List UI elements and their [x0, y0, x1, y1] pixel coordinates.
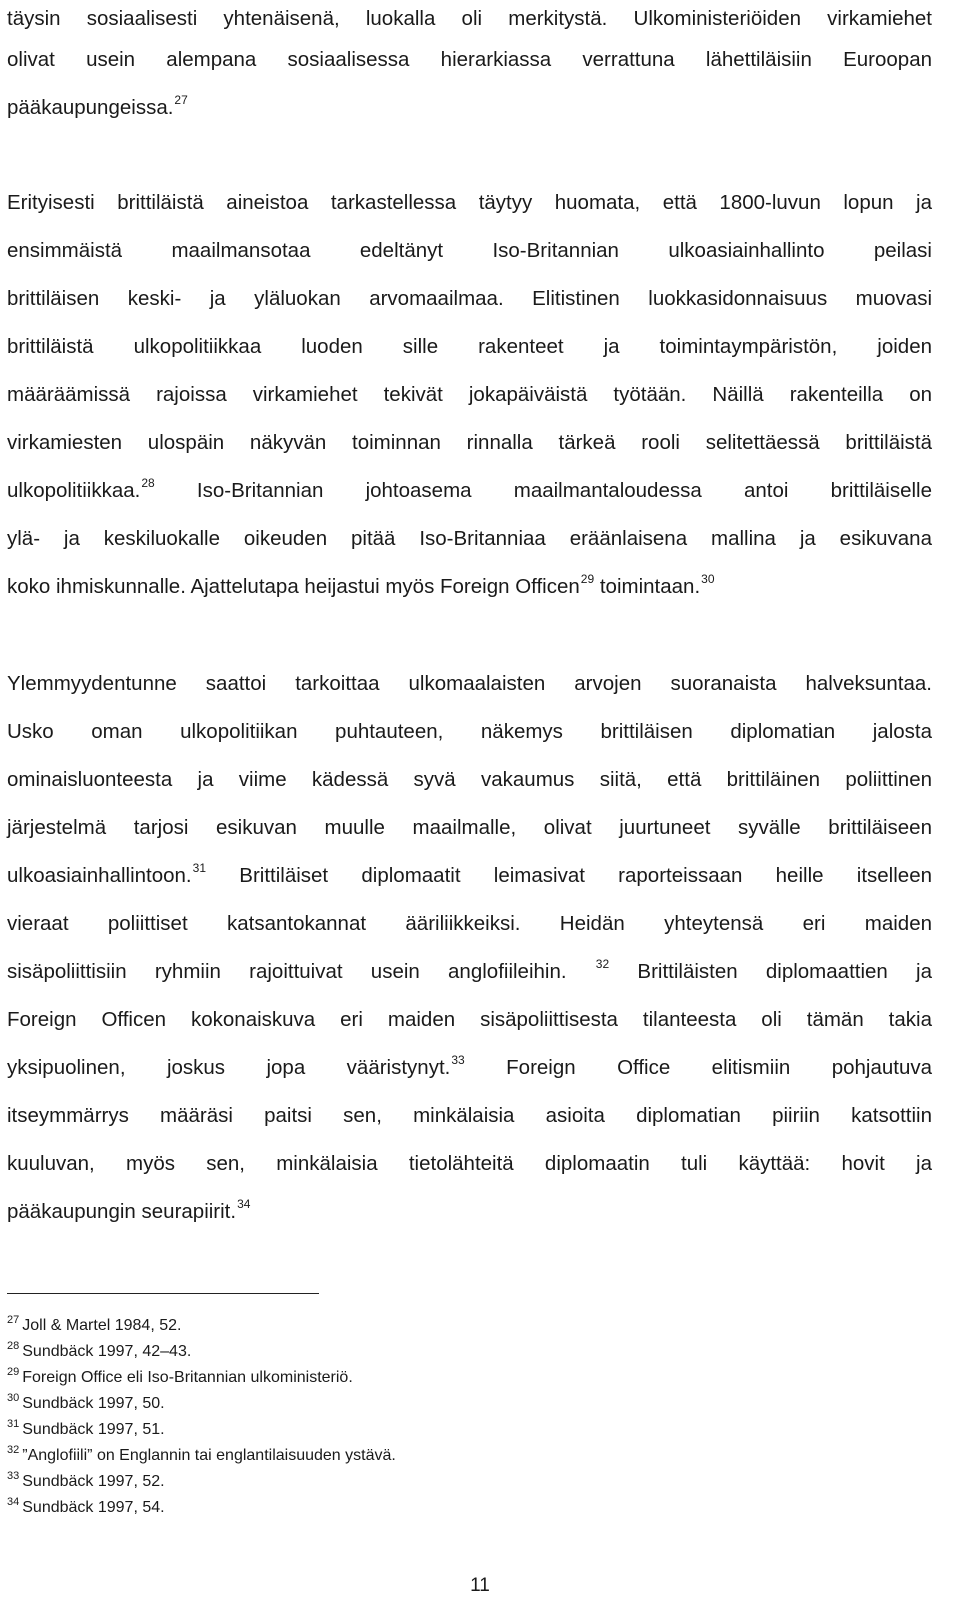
footnote-separator — [7, 1293, 319, 1294]
body-text-line: täysin sosiaalisesti yhtenäisenä, luokalla oli merkitystä. Ulkoministeriöiden virkamiehet — [7, 7, 932, 30]
body-text-line: järjestelmä tarjosi esikuvan muulle maailmalle, olivat juurtuneet syvälle brittiläiseen — [7, 816, 932, 839]
footnote-ref: 29 — [580, 572, 595, 586]
body-text-line: Usko oman ulkopolitiikan puhtauteen, näkemys brittiläisen diplomatian jalosta — [7, 720, 932, 743]
body-text-line: pääkaupungin seurapiirit.$^{34}$ — [7, 1197, 251, 1223]
body-text-line: vieraat poliittiset katsantokannat ääriliikkeiksi. Heidän yhteytensä eri maiden — [7, 912, 932, 935]
footnote-ref: 31 — [192, 861, 206, 875]
footnote: $^{31}$ Sundbäck 1997, 51. — [7, 1418, 165, 1438]
body-text-line: ulkoasiainhallintoon.$^{31}$ Brittiläiset diplomaatit leimasivat raporteissaan heille itselleen — [7, 861, 932, 887]
body-text-line: ominaisluonteesta ja viime kädessä syvä vakaumus siitä, että brittiläinen poliittinen — [7, 768, 932, 791]
body-text-line: Erityisesti brittiläistä aineistoa tarkastellessa täytyy huomata, että 1800-luvun lopun ja — [7, 191, 932, 214]
footnote: $^{33}$ Sundbäck 1997, 52. — [7, 1470, 165, 1490]
body-text-line: itseymmärrys määräsi paitsi sen, minkälaisia asioita diplomatian piiriin katsottiin — [7, 1104, 932, 1127]
body-text-line: ylä- ja keskiluokalle oikeuden pitää Iso-Britanniaa eräänlaisena mallina ja esikuvana — [7, 527, 932, 550]
body-text-line: koko ihmiskunnalle. Ajattelutapa heijastui myös Foreign Officen$^{29}$ toimintaan.$^{30}$ — [7, 572, 715, 598]
body-text-line: ulkopolitiikkaa.$^{28}$ Iso-Britannian johtoasema maailmantaloudessa antoi brittiläiselle — [7, 476, 933, 502]
body-text-line: Ylemmyydentunne saattoi tarkoittaa ulkomaalaisten arvojen suoranaista halveksuntaa. — [7, 672, 932, 695]
footnote: $^{30}$ Sundbäck 1997, 50. — [7, 1392, 165, 1412]
body-text-line: kuuluvan, myös sen, minkälaisia tietolähteitä diplomaatin tuli käyttää: hovit ja — [7, 1152, 932, 1175]
footnote-ref: 34 — [237, 1197, 251, 1211]
body-text-line: sisäpoliittisiin ryhmiin rajoittuivat usein anglofiileihin. $^{32}$ Brittiläisten diplomaattien ja — [7, 957, 932, 983]
footnote: $^{27}$ Joll & Martel 1984, 52. — [7, 1314, 182, 1334]
footnote: $^{29}$ Foreign Office eli Iso-Britannian ulkoministeriö. — [7, 1366, 353, 1386]
body-text-line: olivat usein alempana sosiaalisessa hierarkiassa verrattuna lähettiläisiin Euroopan — [7, 48, 932, 71]
footnote: $^{28}$ Sundbäck 1997, 42–43. — [7, 1340, 192, 1360]
footnote-ref: 30 — [701, 572, 715, 586]
body-text-line: pääkaupungeissa.$^{27}$ — [7, 93, 188, 119]
footnote-ref: 27 — [174, 93, 188, 107]
body-text-line: brittiläisen keski- ja yläluokan arvomaailmaa. Elitistinen luokkasidonnaisuus muovasi — [7, 287, 932, 310]
body-text-line: määräämissä rajoissa virkamiehet tekivät jokapäiväistä työtään. Näillä rakenteilla on — [7, 383, 932, 406]
body-text-line: ensimmäistä maailmansotaa edeltänyt Iso-Britannian ulkoasiainhallinto peilasi — [7, 239, 932, 262]
footnote-ref: 33 — [451, 1053, 465, 1067]
footnote: $^{32}$ ”Anglofiili” on Englannin tai englantilaisuuden ystävä. — [7, 1444, 396, 1464]
footnote-ref: 32 — [595, 957, 610, 971]
body-text-line: virkamiesten ulospäin näkyvän toiminnan rinnalla tärkeä rooli selitettäessä brittiläistä — [7, 431, 932, 454]
body-text-line: yksipuolinen, joskus jopa vääristynyt.$^{33}$ Foreign Office elitismiin pohjautuva — [7, 1053, 933, 1079]
body-text-line: brittiläistä ulkopolitiikkaa luoden sille rakenteet ja toimintaympäristön, joiden — [7, 335, 932, 358]
body-text-line: Foreign Officen kokonaiskuva eri maiden sisäpoliittisesta tilanteesta oli tämän takia — [7, 1008, 932, 1031]
footnote: $^{34}$ Sundbäck 1997, 54. — [7, 1496, 165, 1516]
page-number: 11 — [470, 1575, 490, 1596]
footnote-ref: 28 — [141, 476, 155, 490]
